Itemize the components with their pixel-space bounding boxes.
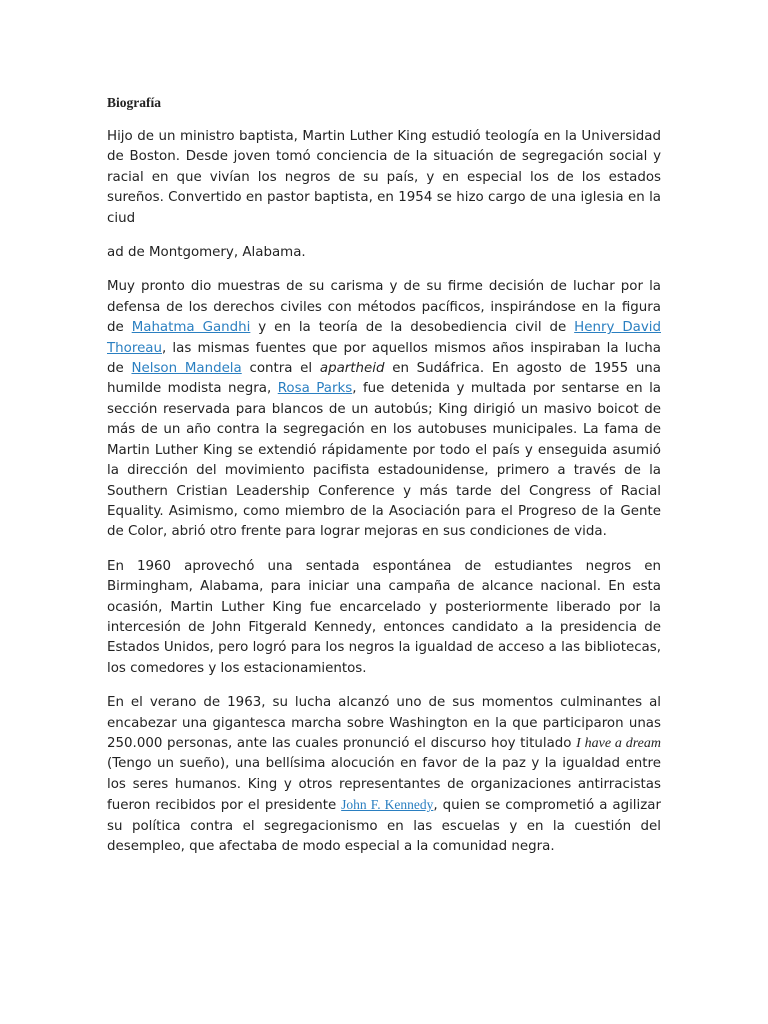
emphasis-i-have-a-dream: I have a dream <box>576 735 662 751</box>
link-rosa-parks[interactable]: Rosa Parks <box>277 381 353 397</box>
link-henry-david-thoreau[interactable]: Henry David Thoreau <box>107 320 661 356</box>
paragraph-1963 <box>107 693 661 857</box>
text-run: en Sudáfrica. En agosto de 1955 una humilde modista negra, <box>107 361 661 397</box>
emphasis-apartheid: apartheid <box>319 361 385 377</box>
link-john-f-kennedy[interactable]: John F. Kennedy <box>341 797 434 813</box>
paragraph-civil-rights <box>107 277 661 542</box>
paragraph-intro: Hijo de un ministro baptista, Martin Luther King estudió teología en la Universidad de Boston. Desde joven tomó conciencia de la situación de segregación social y racial en que vivían los negros de su país, y en especial los de los estados sureños. Convertido en pastor baptista, en 1954 se hizo cargo de una iglesia en la ciud <box>107 129 661 226</box>
text-run: En el verano de 1963, su lucha alcanzó uno de sus momentos culminantes al encabezar una gigantesca marcha sobre Washington en la que participaron unas 250.000 personas, ante las cuales pronunció el discurso hoy titulado <box>107 695 661 751</box>
text-run: , fue detenida y multada por sentarse en la sección reservada para blancos de un autobús; King dirigió un masivo boicot de más de un año contra la segregación en los autobuses municipales. La fama de Martin Luther King se extendió rápidamente por todo el país y enseguida asumió la dirección del movimiento pacifista estadounidense, primero a través de la Southern Cristian Leadership Conference y más tarde del Congress of Racial Equality. Asimismo, como miembro de la Asociación para el Progreso de la Gente de Color, abrió otro frente para lograr mejoras en sus condiciones de vida. <box>107 381 661 540</box>
text-run: Muy pronto dio muestras de su carisma y de su firme decisión de luchar por la defensa de los derechos civiles con métodos pacíficos, inspirándose en la figura de <box>107 279 661 336</box>
text-run: y en la teoría de la desobediencia civil de <box>250 320 575 336</box>
text-run: , quien se comprometió a agilizar su política contra el segregacionismo en las escuelas y en la cuestión del desempleo, que afectaba de modo especial a la comunidad negra. <box>107 798 661 854</box>
section-heading: Biografía <box>107 95 161 110</box>
paragraph-fragment: ad de Montgomery, Alabama. <box>107 245 306 261</box>
paragraph-1960: En 1960 aprovechó una sentada espontánea de estudiantes negros en Birmingham, Alabama, para iniciar una campaña de alcance nacional. En esta ocasión, Martin Luther King fue encarcelado y posteriormente liberado por la intercesión de John Fitgerald Kennedy, entonces candidato a la presidencia de Estados Unidos, pero logró para los negros la igualdad de acceso a las bibliotecas, los comedores y los estacionamientos. <box>107 558 661 676</box>
text-run: , las mismas fuentes que por aquellos mismos años inspiraban la lucha de <box>107 340 661 377</box>
link-mahatma-gandhi[interactable]: Mahatma Gandhi <box>131 320 251 336</box>
document-page <box>107 94 661 871</box>
text-run: contra el <box>241 361 320 377</box>
link-nelson-mandela[interactable]: Nelson Mandela <box>131 361 242 377</box>
text-run: (Tengo un sueño), una bellísima alocución en favor de la paz y la igualdad entre los seres humanos. King y otros representantes de organizaciones antirracistas fueron recibidos por el presidente <box>107 756 661 814</box>
